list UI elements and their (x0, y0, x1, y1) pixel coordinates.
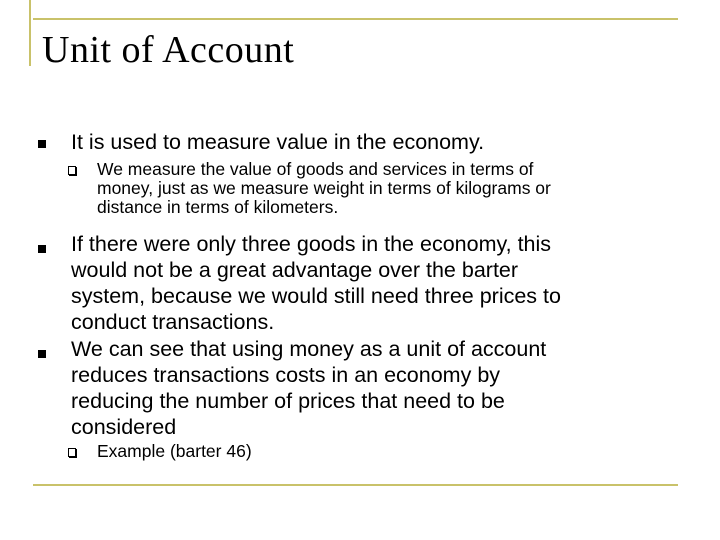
square-bullet-icon (38, 140, 46, 148)
subbullet-line: We measure the value of goods and services in terms of (97, 159, 534, 179)
bullet-text (71, 336, 546, 440)
hollow-square-bullet-icon (68, 166, 76, 175)
slide-title: Unit of Account (42, 29, 295, 71)
bullet-line: reduces transactions costs in an economy by (71, 363, 501, 387)
frame-bottom-rule (33, 484, 678, 486)
bullet-line: would not be a great advantage over the barter (71, 258, 519, 282)
bullet-line: reducing the number of prices that need to be (71, 389, 505, 413)
bullet-line: considered (71, 415, 177, 439)
hollow-square-bullet-icon (68, 448, 76, 457)
bullet-line: conduct transactions. (71, 310, 275, 334)
subbullet-line: Example (barter 46) (97, 441, 252, 461)
subbullet-line: money, just as we measure weight in terms of kilograms or (97, 178, 551, 198)
bullet-line: If there were only three goods in the economy, this (71, 232, 552, 256)
square-bullet-icon (38, 350, 46, 358)
subbullet-text (97, 442, 252, 461)
subbullet-text (97, 160, 551, 217)
bullet-text (71, 129, 484, 155)
bullet-line: system, because we would still need three prices to (71, 284, 561, 308)
bullet-line: It is used to measure value in the economy. (71, 130, 485, 154)
square-bullet-icon (38, 245, 46, 253)
bullet-line: We can see that using money as a unit of account (71, 337, 547, 361)
frame-top-rule (33, 18, 678, 20)
frame-left-rule (29, 0, 31, 66)
bullet-text (71, 231, 561, 335)
subbullet-line: distance in terms of kilometers. (97, 197, 339, 217)
